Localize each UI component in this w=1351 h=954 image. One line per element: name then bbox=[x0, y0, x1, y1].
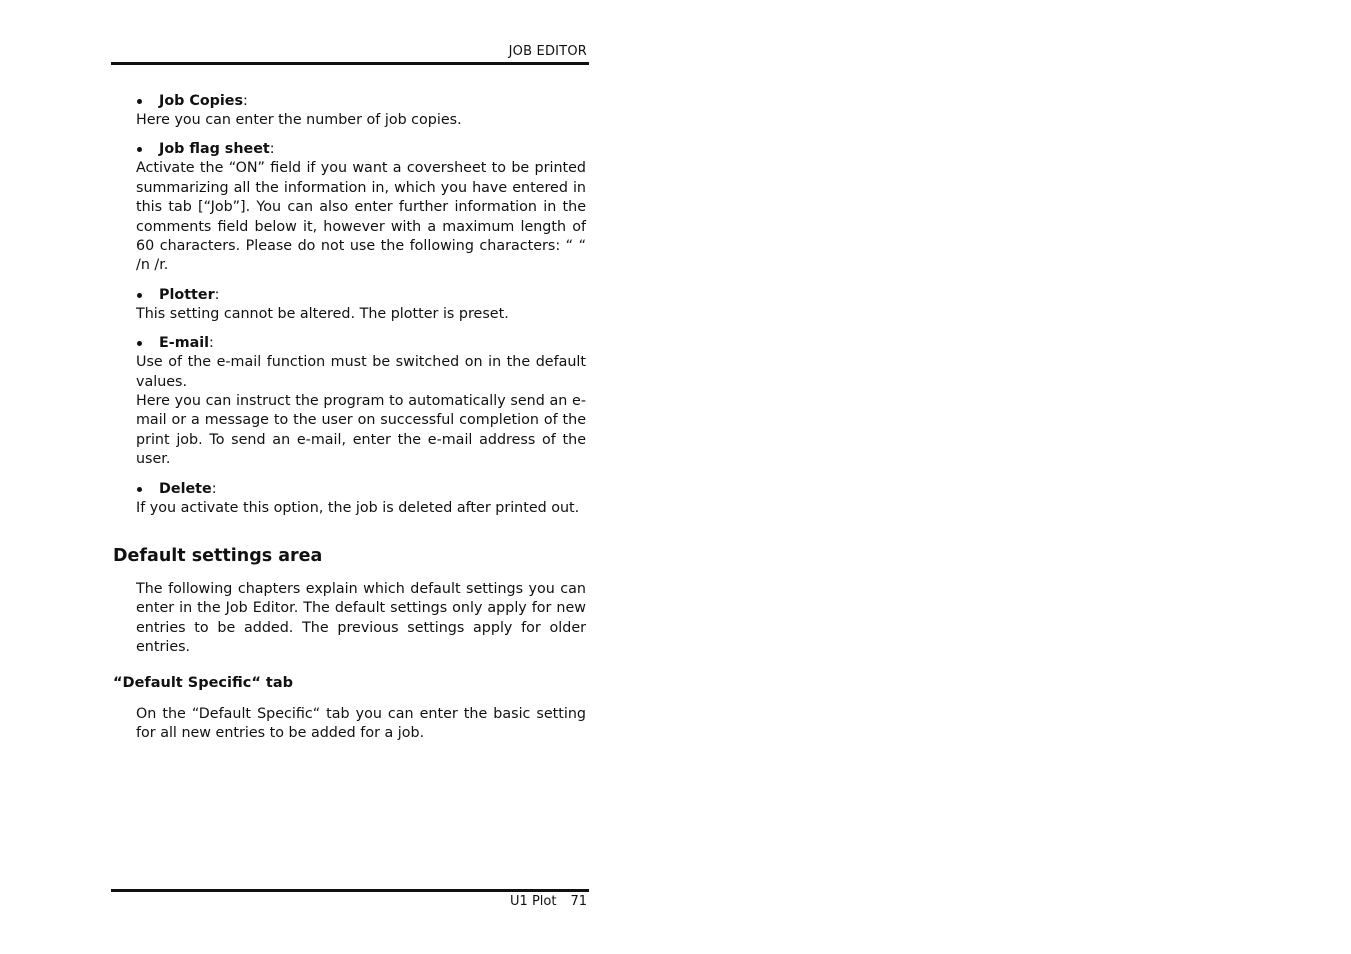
item-title: Job Copies: bbox=[136, 91, 586, 111]
subsection-heading: “Default Specific“ tab bbox=[113, 675, 294, 691]
item-title-text: E-mail bbox=[159, 335, 210, 352]
item-title: E-mail: bbox=[136, 333, 586, 353]
item-title: Delete: bbox=[136, 479, 586, 499]
section-paragraph: The following chapters explain which default settings you can enter in the Job Editor. The default settings only apply for new entries to be added. The previous settings apply for older entries. bbox=[136, 581, 586, 656]
item-title-text: Delete bbox=[159, 480, 212, 497]
running-header: JOB EDITOR bbox=[508, 44, 587, 59]
item-description: Use of the e-mail function must be switched on in the default values. bbox=[136, 354, 586, 390]
item-title: Plotter: bbox=[136, 285, 586, 305]
item-title: Job flag sheet: bbox=[136, 139, 586, 159]
list-item bbox=[136, 285, 586, 324]
page-footer bbox=[420, 894, 587, 909]
header-rule bbox=[111, 62, 589, 65]
bullet-icon bbox=[137, 99, 142, 104]
section-heading: Default settings area bbox=[113, 546, 323, 566]
product-name: U1 Plot bbox=[510, 894, 557, 909]
list-item bbox=[136, 479, 586, 518]
item-title-text: Job Copies bbox=[159, 93, 244, 109]
item-title-text: Job flag sheet bbox=[159, 141, 270, 158]
item-description: Here you can enter the number of job copies. bbox=[136, 112, 462, 128]
item-description: Here you can instruct the program to automatically send an e-mail or a message to the user on successful completion of the print job. To send an e-mail, enter the e-mail address of the user. bbox=[136, 393, 586, 468]
settings-list bbox=[136, 91, 586, 527]
bullet-icon bbox=[137, 293, 142, 298]
page-number: 71 bbox=[570, 894, 587, 909]
item-description: If you activate this option, the job is deleted after printed out. bbox=[136, 499, 580, 516]
bullet-icon bbox=[137, 341, 142, 346]
subsection-paragraph: On the “Default Specific“ tab you can enter the basic setting for all new entries to be added for a job. bbox=[136, 706, 586, 742]
bullet-icon bbox=[137, 487, 142, 492]
list-item bbox=[136, 91, 586, 130]
bullet-icon bbox=[137, 147, 142, 152]
item-description: This setting cannot be altered. The plotter is preset. bbox=[136, 305, 509, 322]
item-description: Activate the “ON” field if you want a coversheet to be printed summarizing all the information in, which you have entered in this tab [“Job”]. You can also enter further information in the comments field below it, however with a maximum length of 60 characters. Please do not use the following characters: “ “ /n /r. bbox=[136, 160, 586, 274]
list-item bbox=[136, 333, 586, 469]
footer-rule bbox=[111, 889, 589, 892]
list-item bbox=[136, 139, 586, 275]
item-title-text: Plotter bbox=[159, 286, 215, 303]
